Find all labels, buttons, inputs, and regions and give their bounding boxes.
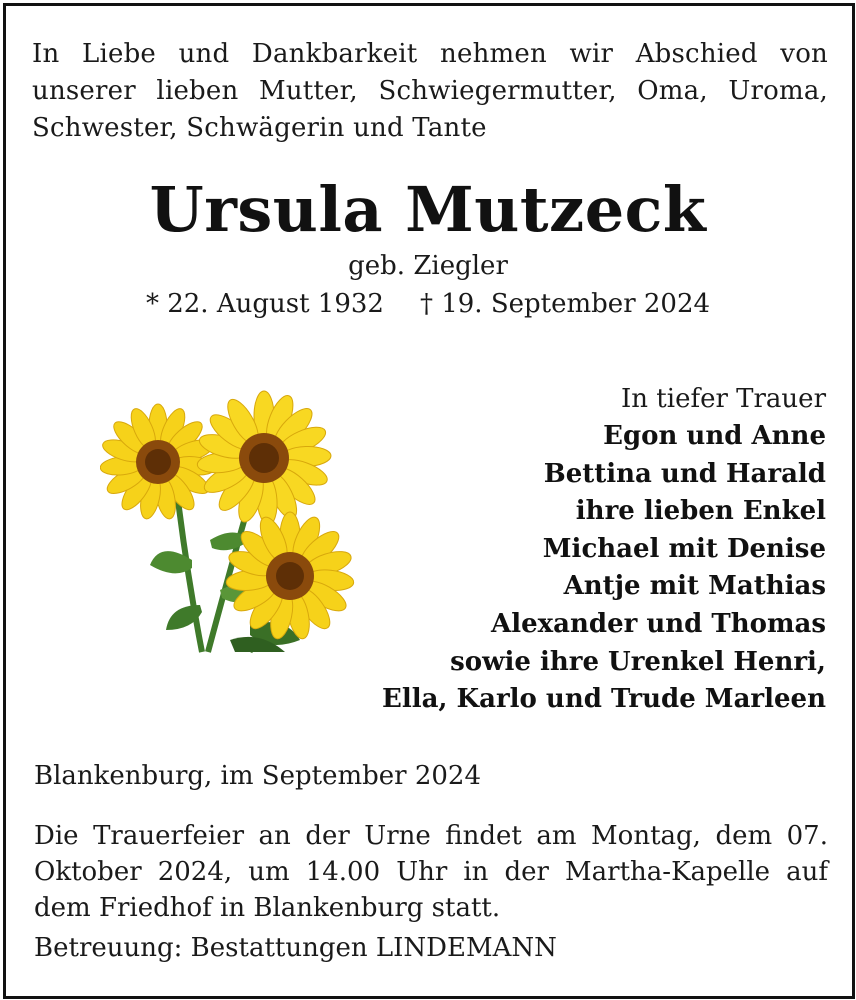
mourner-line: Antje mit Mathias (563, 571, 826, 602)
death-date: † 19. September 2024 (419, 289, 711, 319)
intro-text: In Liebe und Dankbarkeit nehmen wir Abschied von unserer lieben Mutter, Schwiegermutter, Oma, Uroma, Schwester, Schwägerin und Tante (32, 39, 828, 143)
mourner-line: ihre lieben Enkel (575, 496, 826, 527)
mourner-line: Bettina und Harald (543, 458, 826, 489)
mourners-heading: In tiefer Trauer (621, 384, 826, 414)
mourner-line: Ella, Karlo und Trude Marleen (382, 684, 826, 715)
birth-date: * 22. August 1932 (145, 289, 384, 319)
mourner-line: Alexander und Thomas (491, 608, 826, 639)
mourner-line: sowie ihre Urenkel Henri, (450, 646, 826, 677)
funeral-home: Betreuung: Bestattungen LINDEMANN (34, 933, 557, 963)
place-date: Blankenburg, im September 2024 (34, 761, 482, 791)
deceased-name: Ursula Mutzeck (149, 173, 707, 246)
mourners-block (306, 380, 826, 719)
life-dates (0, 286, 856, 322)
maiden-name: geb. Ziegler (348, 251, 508, 281)
mourner-line: Egon und Anne (603, 421, 826, 451)
ceremony-text: Die Trauerfeier an der Urne findet am Montag, dem 07. Oktober 2024, um 14.00 Uhr in der Martha-Kapelle auf dem Friedhof in Blankenburg statt. (34, 821, 828, 923)
mourner-line: Michael mit Denise (542, 533, 826, 564)
